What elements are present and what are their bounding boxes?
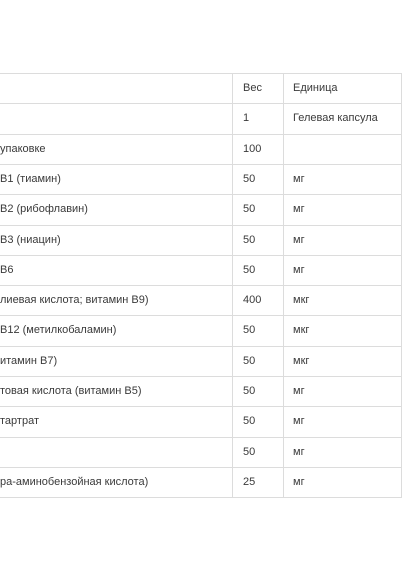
- header-unit: Единица: [293, 82, 338, 94]
- ingredient-name: товая кислота (витамин В5): [0, 385, 142, 397]
- table-row: [0, 376, 402, 406]
- table-row: [0, 406, 402, 436]
- ingredient-weight: 50: [243, 324, 256, 337]
- row-divider: [0, 406, 402, 407]
- ingredient-name: упаковке: [0, 142, 46, 155]
- table-row: [0, 194, 402, 224]
- row-divider: [0, 225, 402, 226]
- ingredient-unit: мкг: [293, 294, 310, 307]
- ingredient-weight: 50: [243, 354, 256, 367]
- row-divider: [0, 194, 402, 195]
- ingredient-unit: мг: [293, 263, 305, 276]
- ingredient-weight: 25: [243, 475, 256, 488]
- row-divider: [0, 134, 402, 135]
- ingredient-weight: 400: [243, 294, 262, 307]
- table-row: [0, 134, 402, 164]
- ingredient-weight: 1: [243, 112, 250, 125]
- row-divider: [0, 164, 402, 165]
- ingredient-name: тартрат: [0, 415, 39, 428]
- column-divider: [283, 73, 284, 497]
- table-row: [0, 467, 402, 497]
- ingredient-weight: 50: [243, 203, 256, 216]
- table-row: [0, 103, 402, 133]
- ingredient-unit: мг: [293, 172, 305, 185]
- ingredient-weight: 50: [243, 415, 256, 428]
- ingredient-name: лиевая кислота; витамин В9): [0, 294, 149, 307]
- ingredient-name: В3 (ниацин): [0, 233, 61, 246]
- ingredient-weight: 50: [243, 445, 256, 458]
- ingredient-name: В12 (метилкобаламин): [0, 324, 117, 337]
- table-row: [0, 164, 402, 194]
- row-divider: [0, 346, 402, 347]
- row-divider: [0, 255, 402, 256]
- row-divider: [0, 497, 402, 498]
- table-row: [0, 225, 402, 255]
- row-divider: [0, 103, 402, 104]
- row-divider: [0, 376, 402, 377]
- ingredient-name: итамин В7): [0, 354, 58, 367]
- ingredient-weight: 100: [243, 142, 262, 155]
- ingredient-unit: Гелевая капсула: [293, 112, 378, 125]
- ingredient-unit: мкг: [293, 354, 310, 367]
- table-header-row: [0, 73, 402, 103]
- ingredient-weight: 50: [243, 172, 256, 185]
- ingredient-unit: мг: [293, 415, 305, 428]
- ingredient-unit: [293, 134, 398, 164]
- row-divider: [0, 73, 402, 74]
- row-divider: [0, 467, 402, 468]
- ingredient-unit: мкг: [293, 324, 310, 337]
- ingredient-name: [0, 437, 230, 467]
- table-row: [0, 255, 402, 285]
- ingredient-weight: 50: [243, 233, 256, 246]
- ingredient-name: ра-аминобензойная кислота): [0, 475, 149, 488]
- table-row: [0, 437, 402, 467]
- row-divider: [0, 315, 402, 316]
- ingredient-unit: мг: [293, 475, 305, 488]
- ingredient-name: В1 (тиамин): [0, 172, 61, 185]
- ingredient-name: [0, 103, 230, 133]
- ingredient-weight: 50: [243, 385, 256, 397]
- row-divider: [0, 437, 402, 438]
- ingredient-unit: мг: [293, 385, 305, 397]
- table-row: [0, 285, 402, 315]
- ingredient-weight: 50: [243, 263, 256, 276]
- column-divider: [401, 73, 402, 497]
- table-row: [0, 346, 402, 376]
- header-ingredient: [0, 73, 230, 103]
- table-row: [0, 315, 402, 345]
- row-divider: [0, 285, 402, 286]
- ingredient-unit: мг: [293, 233, 305, 246]
- ingredient-unit: мг: [293, 203, 305, 216]
- right-edge-mask: [402, 73, 414, 504]
- column-divider: [232, 73, 233, 497]
- ingredient-unit: мг: [293, 445, 305, 458]
- header-weight: Вес: [243, 82, 262, 94]
- ingredient-name: В2 (рибофлавин): [0, 203, 88, 216]
- ingredient-name: В6: [0, 263, 14, 276]
